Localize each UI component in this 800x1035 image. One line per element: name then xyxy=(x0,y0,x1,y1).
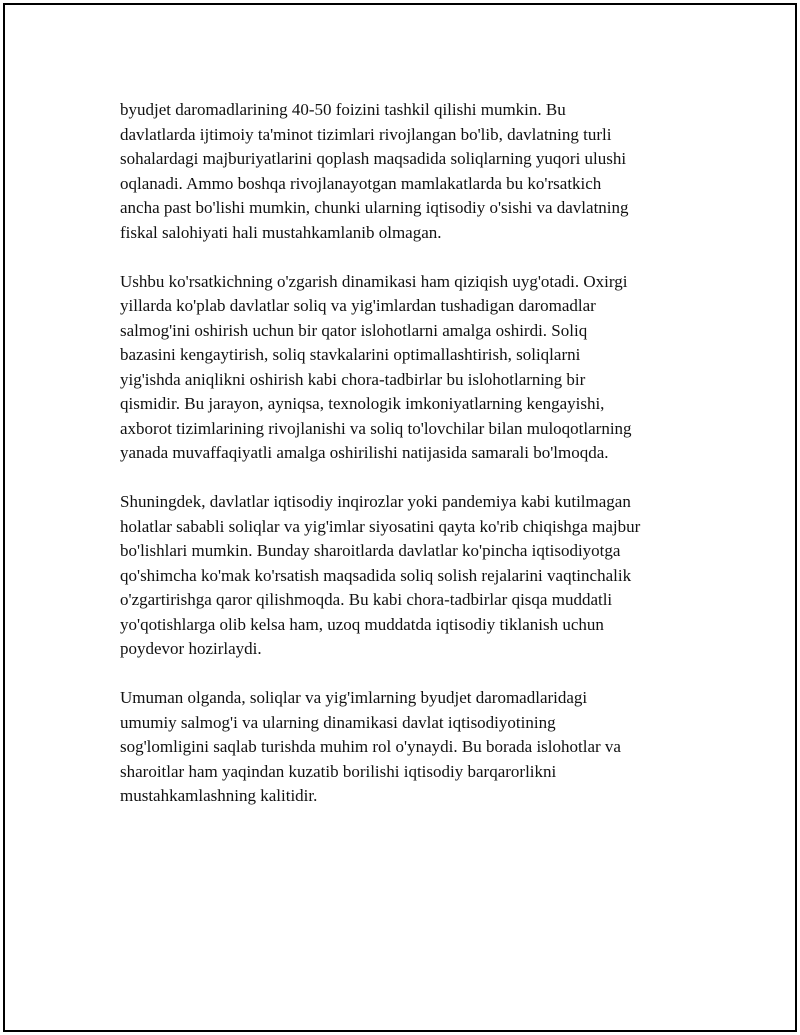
text-line: byudjet daromadlarining 40-50 foizini tashkil qilishi mumkin. Bu xyxy=(120,100,566,119)
paragraph-4 xyxy=(120,686,680,809)
text-line: holatlar sababli soliqlar va yig'imlar siyosatini qayta ko'rib chiqishga majbur xyxy=(120,516,641,536)
text-line: Shuningdek, davlatlar iqtisodiy inqirozlar yoki pandemiya kabi kutilmagan xyxy=(120,492,631,511)
text-line: bo'lishlari mumkin. Bunday sharoitlarda davlatlar ko'pincha iqtisodiyotga xyxy=(120,541,621,560)
text-line: poydevor hozirlaydi. xyxy=(120,639,262,658)
document-body xyxy=(120,98,680,833)
text-line: yo'qotishlarga olib kelsa ham, uzoq muddatda iqtisodiy tiklanish uchun xyxy=(120,614,604,634)
document-page xyxy=(3,3,797,1032)
text-line: salmog'ini oshirish uchun bir qator islohotlarni amalga oshirdi. Soliq xyxy=(120,320,588,340)
text-line: yig'ishda aniqlikni oshirish kabi chora-tadbirlar bu islohotlarning bir xyxy=(120,369,586,389)
text-line: qo'shimcha ko'mak ko'rsatish maqsadida soliq solish rejalarini vaqtinchalik xyxy=(120,565,632,585)
paragraph-3 xyxy=(120,490,680,662)
text-line: bazasini kengaytirish, soliq stavkalarini optimallashtirish, soliqlarni xyxy=(120,345,581,364)
text-line: qismidir. Bu jarayon, ayniqsa, texnologik imkoniyatlarning kengayishi, xyxy=(120,394,605,413)
text-line: yillarda ko'plab davlatlar soliq va yig'imlardan tushadigan daromadlar xyxy=(120,296,596,315)
paragraph-1 xyxy=(120,98,680,245)
text-line: o'zgartirishga qaror qilishmoqda. Bu kabi chora-tadbirlar qisqa muddatli xyxy=(120,590,613,609)
text-line: sharoitlar ham yaqindan kuzatib borilishi iqtisodiy barqarorlikni xyxy=(120,761,557,781)
text-line: yanada muvaffaqiyatli amalga oshirilishi natijasida samarali bo'lmoqda. xyxy=(120,443,609,462)
text-line: sog'lomligini saqlab turishda muhim rol o'ynaydi. Bu borada islohotlar va xyxy=(120,737,621,756)
text-line: oqlanadi. Ammo boshqa rivojlanayotgan mamlakatlarda bu ko'rsatkich xyxy=(120,173,602,193)
text-line: umumiy salmog'i va ularning dinamikasi davlat iqtisodiyotining xyxy=(120,712,556,732)
text-line: mustahkamlashning kalitidir. xyxy=(120,786,318,805)
text-line: Umuman olganda, soliqlar va yig'imlarning byudjet daromadlaridagi xyxy=(120,688,588,707)
text-line: Ushbu ko'rsatkichning o'zgarish dinamikasi ham qiziqish uyg'otadi. Oxirgi xyxy=(120,271,628,291)
text-line: davlatlarda ijtimoiy ta'minot tizimlari rivojlangan bo'lib, davlatning turli xyxy=(120,124,612,144)
paragraph-2 xyxy=(120,270,680,466)
text-line: ancha past bo'lishi mumkin, chunki ularning iqtisodiy o'sishi va davlatning xyxy=(120,198,629,217)
text-line: sohalardagi majburiyatlarini qoplash maqsadida soliqlarning yuqori ulushi xyxy=(120,149,627,168)
text-line: axborot tizimlarining rivojlanishi va soliq to'lovchilar bilan muloqotlarning xyxy=(120,418,632,438)
text-line: fiskal salohiyati hali mustahkamlanib olmagan. xyxy=(120,222,442,242)
